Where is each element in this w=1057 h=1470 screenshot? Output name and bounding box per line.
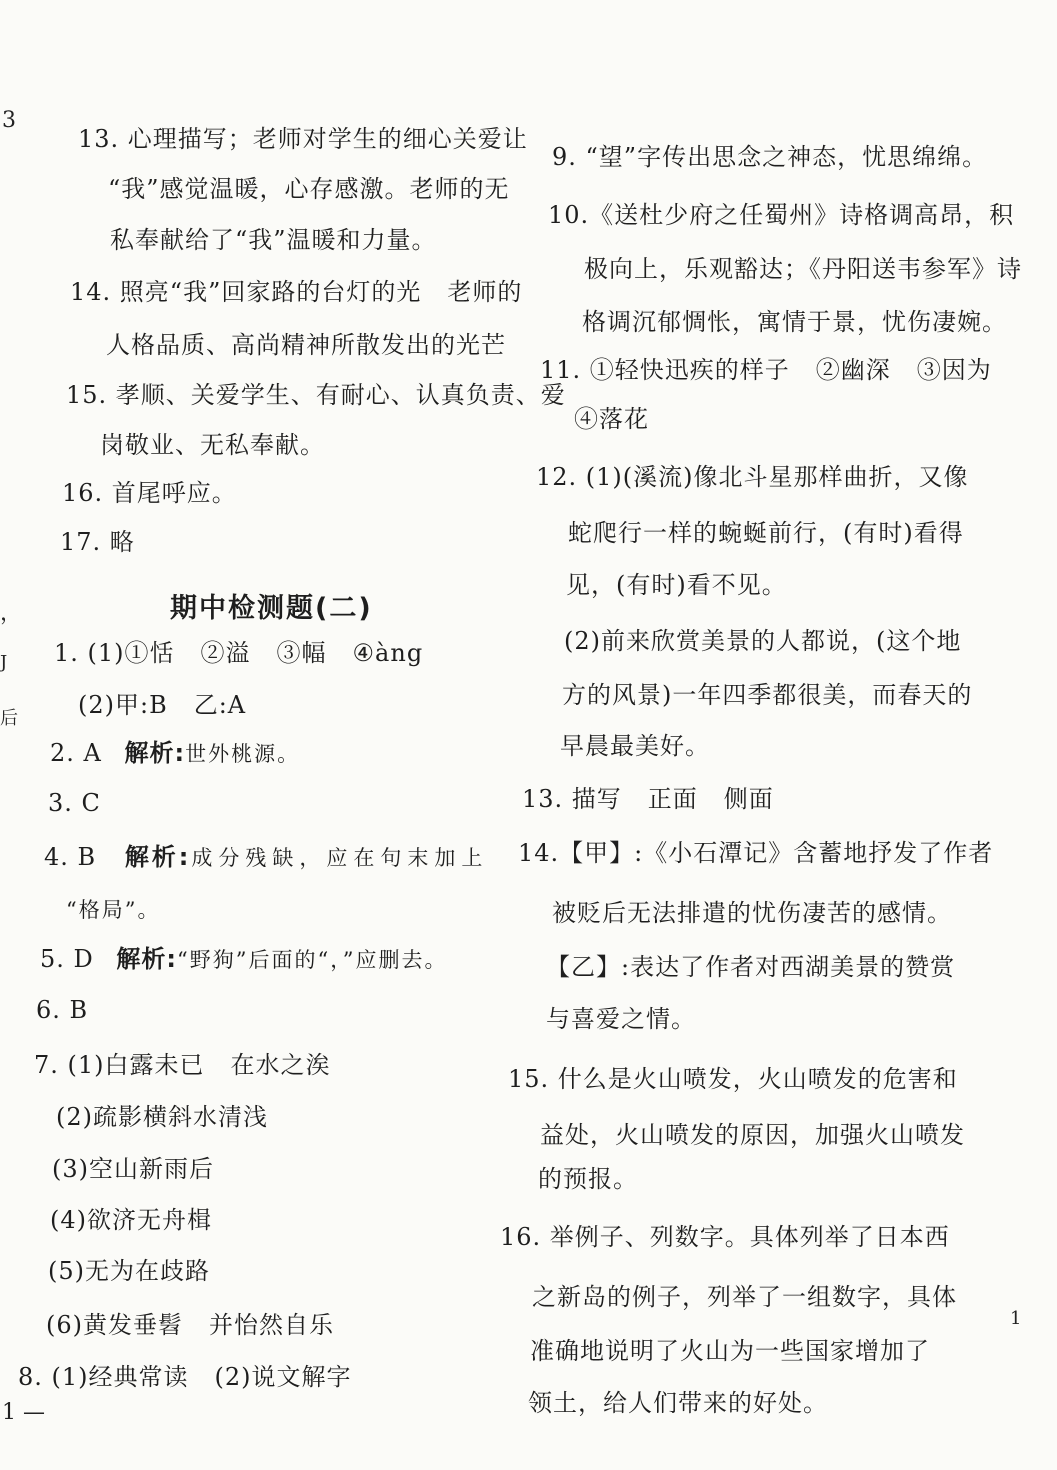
answer-15-line2: 益处，火山喷发的原因，加强火山喷发 — [540, 1121, 965, 1149]
section-title: 期中检测题(二) — [170, 593, 373, 624]
answer-12-line1: 12. (1)(溪流)像北斗星那样曲折，又像 — [536, 463, 969, 491]
answer-7-part-b: 在水之涘 — [230, 1051, 331, 1079]
answer-12-line6: 早晨最美好。 — [560, 732, 710, 760]
analysis-text: 成分残缺，应在句末加上 — [191, 846, 489, 870]
answer-14-part-a: 14. 照亮“我”回家路的台灯的光 — [70, 278, 422, 306]
answer-2-num: 2. A — [50, 739, 102, 767]
answer-6: 6. B — [36, 996, 89, 1024]
answer-13-part-b: 正面 — [647, 785, 698, 813]
answer-10-line2: 极向上，乐观豁达；《丹阳送韦参军》诗 — [584, 255, 1022, 283]
answer-15-line1: 15. 孝顺、关爱学生、有耐心、认真负责、爱 — [66, 381, 566, 409]
answer-16-line3: 准确地说明了火山为一些国家增加了 — [530, 1337, 930, 1365]
answer-7-line3: (3)空山新雨后 — [52, 1155, 214, 1183]
answer-15-line2: 岗敬业、无私奉献。 — [100, 431, 325, 459]
answer-8 — [18, 1362, 352, 1392]
answer-1-part-b: 乙:A — [193, 691, 247, 719]
answer-13-line2: “我”感觉温暖，心存感激。老师的无 — [108, 175, 510, 203]
analysis-label: 解析: — [124, 843, 192, 871]
answer-9: 9. “望”字传出思念之神态，忧思绵绵。 — [552, 143, 988, 171]
answer-1-item-a: 1. (1)①恬 — [54, 639, 175, 667]
answer-13-part-c: 侧面 — [723, 785, 774, 813]
edge-fragment: 3 — [2, 108, 16, 133]
answer-3: 3. C — [48, 789, 101, 817]
answer-12-line5: 方的风景)一年四季都很美，而春天的 — [562, 681, 973, 709]
answer-4 — [44, 842, 488, 873]
answer-5 — [40, 944, 447, 975]
edge-fragment: J — [0, 652, 8, 673]
answer-14-line1: 14.【甲】:《小石潭记》含蓄地抒发了作者 — [518, 839, 994, 867]
answer-14-line2: 人格品质、高尚精神所散发出的光芒 — [106, 331, 506, 359]
page-number-fragment: 1 — — [2, 1400, 45, 1425]
analysis-label: 解析: — [116, 945, 178, 973]
answer-16-line2: 之新岛的例子，列举了一组数字，具体 — [532, 1283, 957, 1311]
answer-4-num: 4. B — [44, 843, 97, 871]
answer-7-part-a: (6)黄发垂髫 — [46, 1311, 183, 1339]
answer-12-line3: 见，(有时)看不见。 — [566, 571, 787, 599]
answer-8-part-a: 8. (1)经典常读 — [18, 1363, 189, 1391]
answer-14-line1 — [70, 277, 522, 307]
answer-16-line4: 领土，给人们带来的好处。 — [528, 1389, 828, 1417]
answer-7-part-a: 7. (1)白露未已 — [34, 1051, 205, 1079]
answer-1-item-d: ④àng — [352, 639, 424, 667]
answer-14-line3: 【乙】:表达了作者对西湖美景的赞赏 — [546, 953, 956, 981]
answer-1-item-b: ②溢 — [200, 639, 251, 667]
answer-5-num: 5. D — [40, 945, 94, 973]
answer-11-item-c: ③因为 — [916, 356, 992, 384]
answer-7-line6 — [46, 1310, 334, 1340]
answer-7-line2: (2)疏影横斜水清浅 — [56, 1103, 268, 1131]
edge-fragment: ， — [0, 601, 23, 626]
answer-17: 17. 略 — [60, 528, 135, 556]
answer-14-part-b: 老师的 — [447, 278, 523, 306]
edge-fragment: 后 — [0, 708, 18, 729]
analysis-label: 解析: — [124, 739, 186, 767]
answer-15-line1: 15. 什么是火山喷发，火山喷发的危害和 — [508, 1065, 958, 1093]
answer-1-line1 — [54, 638, 423, 668]
answer-12-line4: (2)前来欣赏美景的人都说，(这个地 — [564, 627, 962, 655]
answer-14-line4: 与喜爱之情。 — [546, 1005, 696, 1033]
analysis-text: “野狗”后面的“，”应删去。 — [177, 948, 448, 972]
answer-7-line5: (5)无为在歧路 — [48, 1257, 210, 1285]
answer-16-line1: 16. 举例子、列数字。具体列举了日本西 — [500, 1223, 950, 1251]
answer-1-part-a: (2)甲:B — [78, 691, 168, 719]
answer-13-line1: 13. 心理描写；老师对学生的细心关爱让 — [78, 125, 528, 153]
answer-10-line1: 10.《送杜少府之任蜀州》诗格调高昂，积 — [548, 201, 1015, 229]
answer-15-line3: 的预报。 — [538, 1165, 638, 1193]
answer-4-line2: “格局”。 — [66, 898, 161, 922]
answer-11-item-a: 11. ①轻快迅疾的样子 — [540, 356, 790, 384]
answer-11-line2: ④落花 — [574, 405, 649, 433]
answer-7-line4: (4)欲济无舟楫 — [50, 1206, 212, 1234]
answer-1-line2 — [78, 690, 246, 720]
answer-8-part-b: (2)说文解字 — [214, 1363, 352, 1391]
answer-16: 16. 首尾呼应。 — [62, 479, 237, 507]
answer-13-line3: 私奉献给了“我”温暖和力量。 — [110, 226, 437, 254]
answer-7-part-b: 并怡然自乐 — [209, 1311, 334, 1339]
answer-11-item-b: ②幽深 — [815, 356, 891, 384]
answer-10-line3: 格调沉郁惆怅，寓情于景，忧伤凄婉。 — [582, 308, 1007, 336]
answer-2 — [50, 738, 300, 769]
answer-14-line2: 被贬后无法排遣的忧伤凄苦的感情。 — [552, 899, 952, 927]
answer-1-item-c: ③幅 — [276, 639, 327, 667]
answer-7-line1 — [34, 1050, 331, 1080]
answer-11-line1 — [540, 355, 992, 385]
answer-13-part-a: 13. 描写 — [522, 785, 622, 813]
answer-13 — [522, 784, 774, 814]
answer-12-line2: 蛇爬行一样的蜿蜒前行，(有时)看得 — [568, 519, 964, 547]
edge-fragment: 1 — [1010, 1308, 1022, 1329]
analysis-text: 世外桃源。 — [185, 742, 301, 766]
